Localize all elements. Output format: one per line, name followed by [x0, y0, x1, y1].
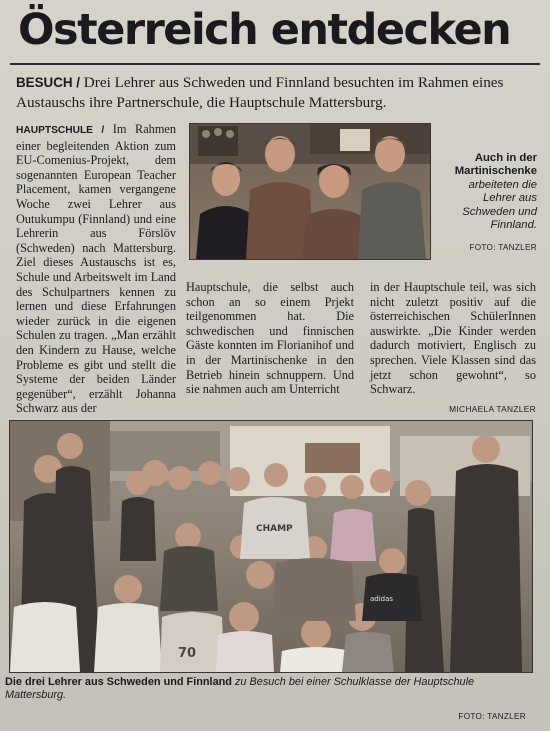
- class-caption-bold: Die drei Lehrer aus Schweden und Finnland: [5, 676, 232, 688]
- article-column-1: [16, 122, 176, 416]
- class-caption-text: zu Besuch bei einer Schulklasse der Hauptschule Mattersburg.: [5, 676, 475, 702]
- article-intro: [16, 73, 536, 113]
- class-photo-credit: FOTO: TANZLER: [458, 712, 526, 721]
- article-column-3: in der Hauptschule teil, was sich nicht zuletzt positiv auf die österreichischen SchülerInnen auswirkte. „Die Kinder werden dadurch motiviert, Englisch zu sprechen. Viele Klassen sind das jetzt schon gewohnt“, so Schwarz.: [370, 280, 536, 397]
- class-photo-caption: [5, 676, 535, 703]
- author-byline: MICHAELA TANZLER: [449, 404, 536, 414]
- teachers-photo-image: [190, 124, 430, 259]
- intro-text: Drei Lehrer aus Schweden und Finnland besuchten im Rahmen eines Austauschs ihre Partnerschule, die Hauptschule Mattersburg.: [16, 74, 504, 111]
- adidas-shirt-text: adidas: [370, 595, 394, 603]
- intro-kicker: BESUCH /: [16, 75, 80, 90]
- teachers-photo-credit: FOTO: TANZLER: [469, 243, 537, 252]
- body-kicker: HAUPTSCHULE /: [16, 125, 105, 136]
- article-column-2: Hauptschule, die selbst auch schon an so einem Prjekt teilgenommen hat. Die schwedischen und finnischen Gäste konnten im Florianihof und in der Martinischenke in den Betrieb hinein schnuppern. Und sie nahmen auch am Unterricht: [186, 280, 354, 397]
- teachers-caption-text: arbeiteten die Lehrer aus Schweden und Finnland.: [462, 178, 537, 232]
- headline-rule: [10, 63, 540, 65]
- teachers-photo: [189, 123, 431, 260]
- column-1-text: Im Rahmen einer begleitenden Aktion zum EU-Comenius-Projekt, dem sogenannten European Teacher Placement, kamen vergangene Woche zwei Lehrer aus Outukumpu (Finnland) und eine Lehrerin aus Förslöv (Schweden) nach Mattersburg. Ziel dieses Austauschs ist es, Schule und Arbeitswelt im Land des Schulpartners kennen zu lernen und diese Erfahrungen wieder zurück in die eigenen Schulen zu tragen. „Man erzählt den Kindern zu Hause, welche Probleme es gibt und stellt die Systeme der beiden Länder gegenüber“, erzählt Johanna Schwarz aus der: [16, 122, 177, 416]
- champ-shirt-text: CHAMP: [256, 524, 293, 534]
- teachers-caption-bold: Auch in der Martinischenke: [454, 152, 537, 178]
- seventy-shirt-text: 70: [178, 646, 197, 661]
- teachers-photo-caption: [437, 152, 537, 232]
- article-headline: Österreich entdecken: [18, 5, 511, 55]
- class-photo-image: [10, 421, 532, 672]
- class-photo: [9, 420, 533, 673]
